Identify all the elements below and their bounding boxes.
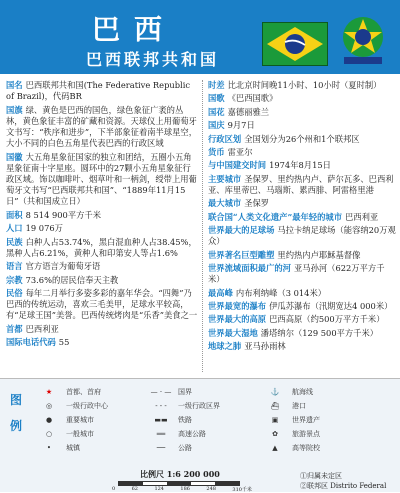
map-legend — [0, 378, 400, 492]
info-label: 世界最大的足球场 — [208, 225, 275, 236]
info-row — [208, 198, 396, 209]
info-label: 国庆 — [208, 120, 225, 131]
info-value: 圣保罗 — [244, 198, 270, 209]
info-label: 时差 — [208, 80, 225, 90]
info-row — [208, 263, 396, 285]
info-row — [208, 314, 396, 325]
legend-item — [262, 415, 320, 425]
info-value: 9月7日 — [227, 120, 255, 131]
info-value: 绿、黄色是巴西的国色，绿色象征广袤的丛林，黄色象征丰富的矿藏和资源。天球仪上用葡萄牙文书写：“秩序和进步”，下半部象征着南半球星空，大小不同的白色五角星代表巴西的行政区域 — [6, 104, 198, 149]
info-value: 马拉卡纳足球场（能容纳20万观众） — [208, 225, 396, 247]
info-value: 伊瓜苏瀑布（汛期宽达4 000米） — [269, 301, 393, 312]
page-subtitle: 巴西联邦共和国 — [86, 50, 220, 69]
info-row — [208, 341, 396, 352]
info-row — [208, 288, 396, 299]
legend-label: 国界 — [178, 388, 192, 396]
info-row — [6, 261, 198, 272]
legend-label: 一级行政中心 — [66, 402, 108, 410]
info-row — [6, 80, 198, 102]
legend-symbol-icon: ══ — [156, 430, 166, 438]
legend-item — [262, 387, 313, 397]
legend-item — [148, 443, 192, 453]
legend-label: 世界遗产 — [292, 416, 320, 424]
legend-item — [36, 415, 94, 425]
info-value: 8 514 900平方千米 — [25, 209, 102, 220]
legend-symbol-icon: - - - — [155, 402, 167, 410]
info-label: 民俗 — [6, 287, 23, 298]
legend-label: 铁路 — [178, 416, 192, 424]
legend-label: 重要城市 — [66, 416, 94, 424]
legend-label: 一级行政区界 — [178, 402, 220, 410]
info-value: 《巴西国歌》 — [227, 93, 278, 104]
legend-item — [148, 429, 206, 439]
legend-symbol-icon: ▬▬ — [154, 416, 168, 424]
national-flag-icon — [262, 22, 328, 66]
legend-label: 高等院校 — [292, 444, 320, 452]
info-row — [208, 120, 396, 131]
info-label: 与中国建交时间 — [208, 160, 267, 171]
info-label: 主要城市 — [208, 173, 242, 184]
info-value: 里约热内卢耶稣基督像 — [277, 249, 361, 260]
info-value: 内布利纳峰（3 014米） — [235, 287, 327, 298]
info-label: 国徽 — [6, 151, 23, 162]
legend-label: 公路 — [178, 444, 192, 452]
info-label: 语言 — [6, 261, 23, 272]
info-row — [6, 275, 198, 286]
info-label: 民族 — [6, 236, 23, 247]
info-row — [208, 225, 396, 247]
info-value: 大五角星象征国家的独立和团结，五圈小五角星象征南十字星座。圆环中的27颗小五角星象征行政区域。饰以咖啡叶、烟草叶和一柄剑，绶带上用葡萄牙文书写“巴西联邦共和国”、“1889年11月15日”（共和国成立日） — [6, 151, 197, 207]
legend-symbol-icon: — · — — [150, 388, 172, 396]
info-label: 宗教 — [6, 274, 23, 285]
info-label: 国际电话代码 — [6, 337, 56, 348]
info-row — [6, 237, 198, 259]
legend-note: ①归属未定区 — [300, 472, 342, 480]
legend-symbol-icon: ⚓ — [270, 388, 280, 396]
info-value: 圣保罗、里约热内卢、萨尔瓦多、巴西利亚、库里蒂巴、马瑙斯、累西腓、阿雷格里港 — [208, 173, 394, 195]
info-row — [6, 324, 198, 335]
info-label: 行政区划 — [208, 133, 242, 144]
info-value: 嘉德丽雅兰 — [227, 106, 270, 117]
info-label: 国歌 — [208, 93, 225, 104]
legend-symbol-icon: ▲ — [272, 444, 278, 452]
legend-item — [148, 401, 220, 411]
info-right-column — [208, 80, 396, 355]
info-row — [208, 174, 396, 196]
info-label: 联合国“人类文化遗产”最年轻的城市 — [208, 211, 342, 222]
info-row — [208, 93, 396, 104]
scale-tick-label: 62 — [131, 486, 138, 492]
legend-symbol-icon: ○ — [45, 430, 53, 438]
column-divider — [202, 80, 203, 372]
info-row — [208, 107, 396, 118]
legend-label: 城镇 — [66, 444, 80, 452]
info-value: 1974年8月15日 — [269, 160, 331, 171]
info-label: 国旗 — [6, 104, 23, 115]
info-value: 巴西利亚 — [25, 323, 59, 334]
info-label: 货币 — [208, 146, 225, 157]
scale-title: 比例尺 1:6 200 000 — [140, 469, 220, 479]
legend-item — [262, 401, 306, 411]
legend-title: 图例 — [10, 393, 23, 433]
info-row — [6, 337, 198, 348]
info-value: 亚马孙河（622万平方千米） — [208, 263, 385, 285]
legend-label: 航海线 — [292, 388, 313, 396]
national-emblem-icon — [338, 13, 388, 69]
legend-item — [36, 443, 80, 453]
info-label: 首都 — [6, 323, 23, 334]
info-label: 面积 — [6, 209, 23, 220]
info-value: 巴西利亚 — [345, 211, 379, 222]
scale-tick-label: 186 — [180, 486, 190, 492]
info-label: 最大城市 — [208, 198, 242, 209]
legend-item — [262, 429, 320, 439]
info-label: 国花 — [208, 106, 225, 117]
legend-symbol-icon: ── — [156, 444, 166, 452]
info-row — [6, 223, 198, 234]
scale-tick-label: 124 — [154, 486, 164, 492]
legend-item — [36, 429, 94, 439]
legend-item — [148, 415, 192, 425]
info-value: 全国划分为26个州和1个联邦区 — [244, 133, 360, 144]
info-row — [208, 212, 396, 223]
info-value: 巴西联邦共和国(The Federative Republic of Brazil)，代码BR — [6, 80, 190, 102]
page-title: 巴西 — [92, 13, 177, 46]
legend-item — [36, 401, 108, 411]
legend-item — [148, 387, 192, 397]
info-value: 73.6%的居民信奉天主教 — [25, 274, 119, 285]
info-value: 每年二月举行多姿多彩的嘉年华会。“四舞”乃巴西的传统运动，喜欢三毛美甲，足球水平较高，有“足球王国”美誉。巴西传统烤肉是“乐香”美食之一 — [6, 287, 198, 321]
info-label: 世界最大湿地 — [208, 327, 258, 338]
info-row — [6, 152, 198, 208]
info-label: 国名 — [6, 80, 23, 90]
legend-symbol-icon: ◎ — [45, 402, 53, 410]
info-row — [6, 210, 198, 221]
info-value: 19 076万 — [25, 223, 63, 234]
info-row — [6, 105, 198, 150]
info-row — [208, 80, 396, 91]
header-banner — [0, 0, 400, 74]
scale-ticks — [112, 486, 252, 493]
info-value: 亚马孙雨林 — [244, 341, 286, 352]
legend-note: ②联邦区 Distrito Federal — [300, 482, 387, 490]
info-label: 世界著名巨型雕塑 — [208, 249, 275, 260]
info-label: 世界流域面积最广的河 — [208, 263, 291, 274]
info-row — [208, 301, 396, 312]
info-value: 雷亚尔 — [227, 146, 253, 157]
legend-label: 一般城市 — [66, 430, 94, 438]
info-value: 比北京时间晚11小时、10小时（夏时制） — [227, 80, 382, 90]
info-value: 白种人占53.74%，黑白混血种人占38.45%，黑种人占6.21%，黄种人和印第安人等占1.6% — [6, 236, 197, 258]
legend-symbol-icon: ★ — [45, 388, 53, 396]
legend-item — [262, 443, 320, 453]
legend-symbol-icon: ▣ — [271, 416, 279, 424]
info-label: 世界最宽的瀑布 — [208, 301, 267, 312]
info-row — [208, 328, 396, 339]
legend-label: 高速公路 — [178, 430, 206, 438]
info-label: 地球之肺 — [208, 341, 242, 352]
legend-label: 旅游景点 — [292, 430, 320, 438]
scale-tick-label: 248 — [206, 486, 216, 492]
legend-item — [36, 387, 101, 397]
legend-notes — [300, 471, 386, 491]
scale-tick-label: 310千米 — [232, 487, 252, 493]
info-label: 人口 — [6, 223, 23, 234]
info-row — [208, 134, 396, 145]
legend-symbol-icon: ✿ — [272, 430, 278, 438]
legend-label: 首都、首府 — [66, 388, 101, 396]
info-value: 55 — [58, 337, 70, 348]
info-value: 潘塔纳尔（129 500平方千米） — [260, 327, 379, 338]
info-value: 官方语言为葡萄牙语 — [25, 261, 101, 272]
info-row — [208, 147, 396, 158]
info-left-column — [6, 80, 198, 351]
info-label: 世界最大的高原 — [208, 314, 267, 325]
info-row — [208, 160, 396, 171]
scale-tick-label: 0 — [112, 486, 116, 492]
legend-symbol-icon: ⛴ — [270, 402, 280, 410]
legend-symbol-icon: ● — [45, 416, 53, 424]
legend-symbol-icon: • — [46, 444, 52, 452]
info-row — [208, 250, 396, 261]
legend-label: 港口 — [292, 402, 306, 410]
info-row — [6, 288, 198, 322]
info-value: 巴西高原（约500万平方千米） — [269, 314, 385, 325]
info-label: 最高峰 — [208, 287, 233, 298]
